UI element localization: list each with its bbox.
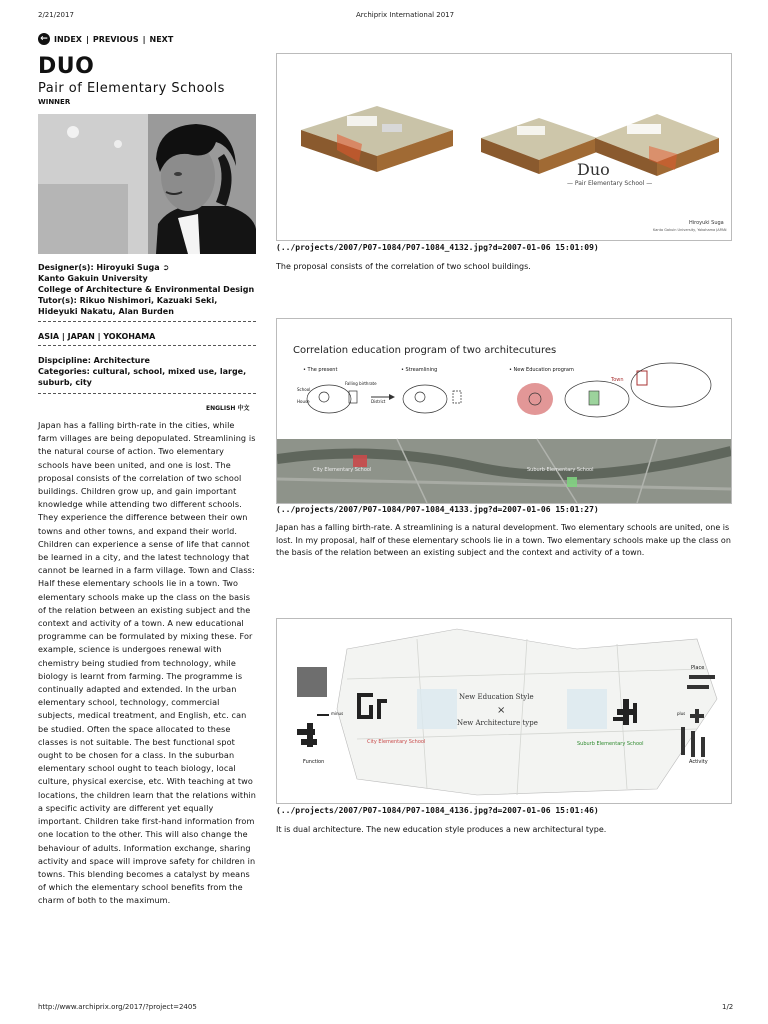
label-streamlining: • Streamlining — [401, 367, 438, 373]
image-link[interactable]: (../projects/2007/P07-1084/P07-1084_4136.jpg?d=2007-01-06 15:01:46) — [276, 806, 599, 815]
nav-separator: | — [85, 34, 89, 44]
image-caption: Japan has a falling birth-rate. A streamlining is a natural development. Two elementary schools are united, one is lost. In my proposal, half of these elementary schools lie in a town. Two elementary schools make up the class on the basis of the relation between an existing subject and the context and activity of a town. — [276, 523, 731, 557]
label-new-program: • New Education program — [509, 367, 574, 373]
figure-affiliation: Kanto Gakuin University, Yokohama JAPAN — [653, 228, 727, 232]
image-link[interactable]: (../projects/2007/P07-1084/P07-1084_4132.jpg?d=2007-01-06 15:01:09) — [276, 243, 599, 252]
label-suburb-school: Suburb Elementary School — [577, 741, 644, 747]
diagram-title: Correlation education program of two architecutures — [293, 345, 557, 356]
school-name: Kanto Gakuin University — [38, 274, 148, 283]
image-caption: It is dual architecture. The new education style produces a new architectural type. — [276, 825, 607, 834]
language-switch — [206, 403, 250, 412]
print-url: http://www.archiprix.org/2017/?project=2405 — [38, 1003, 197, 1011]
label-falling: Falling birthrate — [345, 381, 377, 386]
label-city-school: City Elementary School — [313, 467, 372, 473]
discipline: Dispcipline: Architecture — [38, 356, 150, 365]
image-link[interactable]: (../projects/2007/P07-1084/P07-1084_4133.jpg?d=2007-01-06 15:01:27) — [276, 505, 599, 514]
figure-title: Duo — [577, 160, 610, 179]
model-right — [595, 114, 719, 176]
label-function: Function — [303, 759, 325, 765]
next-link[interactable]: NEXT — [149, 34, 174, 44]
project-subtitle: Pair of Elementary Schools — [38, 81, 225, 96]
label-house: House — [297, 399, 310, 404]
image-caption: The proposal consists of the correlation of two school buildings. — [276, 262, 531, 271]
label-city-school: City Elementary School — [367, 739, 426, 745]
nav-separator: | — [142, 34, 146, 44]
label-minus: minus — [331, 711, 344, 716]
back-arrow-icon[interactable]: ← — [38, 33, 50, 45]
faculty-name: College of Architecture & Environmental Design — [38, 285, 255, 294]
chinese-link[interactable]: 中文 — [237, 405, 250, 412]
print-date: 2/21/2017 — [38, 11, 74, 19]
divider — [38, 321, 256, 322]
previous-link[interactable]: PREVIOUS — [92, 34, 139, 44]
divider — [38, 345, 256, 346]
index-link[interactable]: INDEX — [54, 34, 82, 44]
label-town: Town — [611, 377, 624, 383]
model-left — [301, 106, 453, 172]
label-district: District — [371, 399, 386, 404]
label-suburb-school: Suburb Elementary School — [527, 467, 594, 473]
project-title: DUO — [38, 54, 95, 79]
tutors: Tutor(s): Rikuo Nishimori, Kazuaki Seki, Hideyuki Nakatu, Alan Burden — [38, 296, 218, 316]
project-description: Japan has a falling birth-rate in the cities, while farm villages are being depopulated. Streamlining is the natural course of action. Two elementary schools have been united, and one is lost. The proposal consists of the correlation of two school buildings. Children grow up, and gain important knowledge while attending two different schools. They experience the difference between their own towns and other towns, and expand their world. Children can experience a sense of life that cannot be learned in a city, and the latest technology that cannot be learned in a farm village. Town and Class: Half these elementary schools lie in a town. Two elementary schools make up the class on the basis of the relation between an existing subject and the context and activity of a town. A new educational programme can be formulated by mixing these. For example, science is undergoes renewal with chemistry being studied from technology, while biology is learnt from farming. The programme is continually adapted and extended. In the urban elementary school, technology, commercial subjects, medical treatment, and English, etc. can be studied. Often the space allocated to these classes is not suitable. The best functional spot ought to be chosen for a class. In the suburban elementary school ought to teach biology, local culture, physical exercise, etc. With teaching at two locations, the children learn that the relations within a specific activity are different yet equally important. Children take first-hand information from one location to the other. This will also change the behaviour of adults. Information exchange, sharing activity and space will improve safety for children in towns. This blending becomes a catalyst by means of which the elementary school benefits from the charm of both to the maximum. — [38, 420, 256, 906]
discipline-info — [38, 355, 258, 388]
figure-author: Hiroyuki Suga — [689, 220, 724, 226]
figure-subtitle: — Pair Elementary School — — [567, 180, 653, 187]
location: ASIA | JAPAN | YOKOHAMA — [38, 332, 156, 341]
label-new-type: New Architecture type — [457, 719, 538, 727]
print-page: 1/2 — [722, 1003, 734, 1011]
label-school: School — [297, 387, 311, 392]
categories: Categories: cultural, school, mixed use, large, suburb, city — [38, 367, 247, 387]
label-activity: Activity — [689, 759, 708, 765]
figure-site-models[interactable] — [276, 53, 732, 241]
label-new-style: New Education Style — [459, 693, 534, 701]
divider — [38, 393, 256, 394]
figure-correlation-diagram[interactable] — [276, 318, 732, 504]
label-present: • The present — [303, 367, 338, 373]
english-link[interactable]: ENGLISH — [206, 405, 236, 412]
designer-photo — [38, 114, 256, 254]
award-badge: WINNER — [38, 98, 71, 106]
label-plus: plus — [677, 711, 686, 716]
designer-info — [38, 262, 258, 317]
print-title: Archiprix International 2017 — [356, 11, 455, 19]
label-place: Place — [691, 665, 705, 671]
designer-portrait — [38, 114, 256, 254]
label-times: × — [497, 705, 506, 716]
designer-link-icon[interactable]: ➲ — [162, 263, 170, 272]
figure-dual-architecture[interactable] — [276, 618, 732, 804]
designer-name: Designer(s): Hiroyuki Suga — [38, 263, 160, 272]
project-nav — [38, 33, 173, 45]
